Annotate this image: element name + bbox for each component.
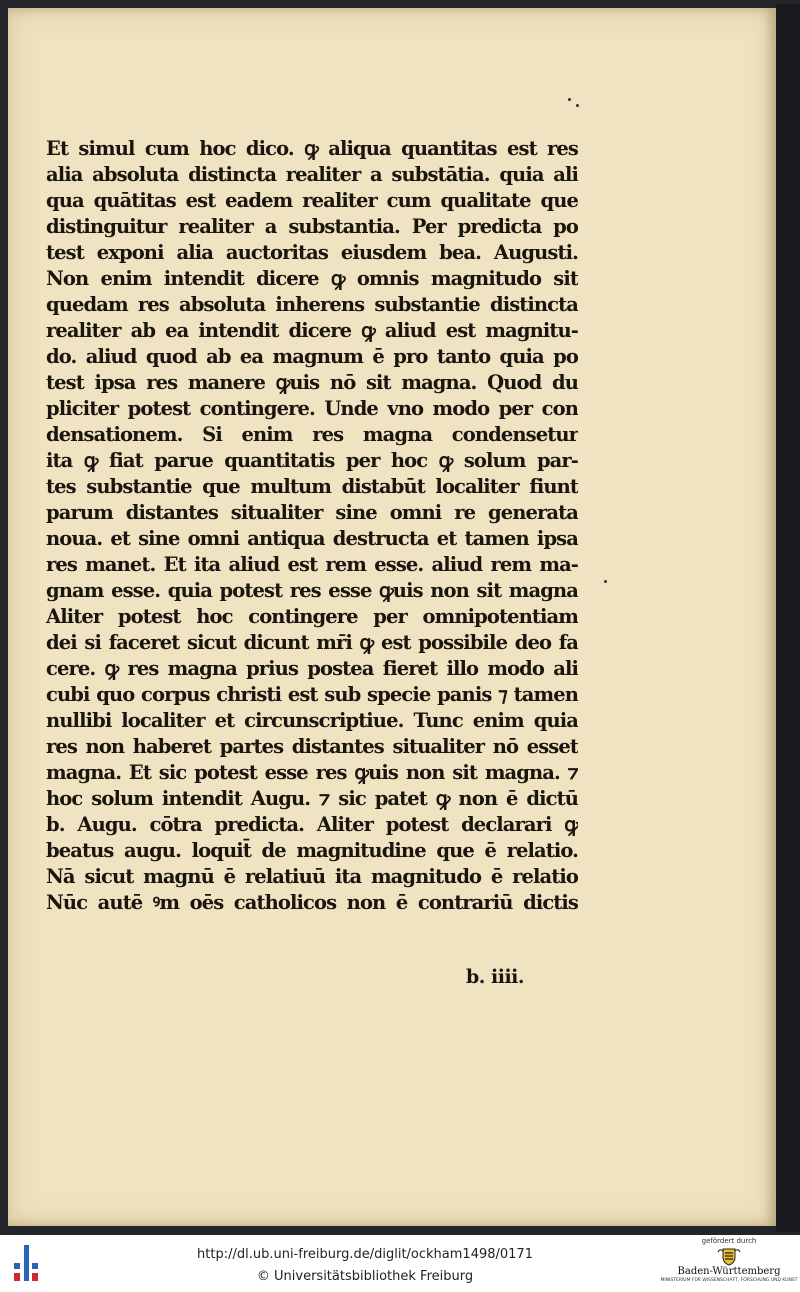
text-line: distinguitur realiter a substantia. Per predicta po (46, 215, 578, 238)
text-line: quedam res absoluta inherens substantie distincta (46, 293, 578, 316)
text-line: Non enim intendit dicere ꝙ omnis magnitudo sit (46, 267, 578, 290)
paper-speck (568, 98, 571, 101)
paper-speck (576, 104, 579, 107)
document-url-link[interactable]: http://dl.ub.uni-freiburg.de/diglit/ockham1498/0171 (197, 1247, 533, 1262)
text-line: magna. Et sic potest esse res ꝙuis non sit magna. ⁊ (46, 761, 578, 784)
text-line: cere. ꝙ res magna prius postea fieret illo modo ali (46, 657, 578, 680)
sponsor-ministry: MINISTERIUM FÜR WISSENSCHAFT, FORSCHUNG UND KUNST (660, 1278, 798, 1283)
sponsor-name: Baden-Württemberg (677, 1266, 781, 1277)
footer-bar (0, 1235, 800, 1292)
text-line: Aliter potest hoc contingere per omnipotentiam (46, 605, 578, 628)
coat-of-arms-icon (716, 1246, 742, 1266)
sponsor-funded-by: gefördert durch (701, 1237, 757, 1245)
paper-speck (604, 580, 607, 583)
page-text (46, 136, 578, 916)
text-line: realiter ab ea intendit dicere ꝙ aliud est magnitu- (46, 319, 578, 342)
text-line: gnam esse. quia potest res esse ꝙuis non sit magna (46, 579, 578, 602)
text-line: Nā sicut magnū ē relatiuū ita magnitudo ē relatio (46, 865, 578, 888)
text-line: densationem. Si enim res magna condensetur (46, 423, 578, 446)
page-edge (776, 4, 800, 1232)
text-line: cubi quo corpus christi est sub specie panis ⁊ tamen (46, 683, 578, 706)
text-line: beatus augu. loquit̄ de magnitudine que ē relatio. (46, 839, 578, 862)
text-line: tes substantie que multum distabūt localiter fiunt (46, 475, 578, 498)
text-line: res manet. Et ita aliud est rem esse. aliud rem ma- (46, 553, 578, 576)
text-line: alia absoluta distincta realiter a substātia. quia ali (46, 163, 578, 186)
text-line: res non haberet partes distantes situaliter nō esset (46, 735, 578, 758)
text-line: Et simul cum hoc dico. ꝙ aliqua quantitas est res (46, 137, 578, 160)
text-line: hoc solum intendit Augu. ⁊ sic patet ꝙ non ē dictū (46, 787, 578, 810)
text-line: test ipsa res manere ꝙuis nō sit magna. Quod du (46, 371, 578, 394)
text-line: test exponi alia auctoritas eiusdem bea. Augusti. (46, 241, 578, 264)
text-line: noua. et sine omni antiqua destructa et tamen ipsa (46, 527, 578, 550)
text-line: qua quātitas est eadem realiter cum qualitate que (46, 189, 578, 212)
text-line: nullibi localiter et circunscriptiue. Tunc enim quia (46, 709, 578, 732)
text-line: pliciter potest contingere. Unde vno modo per con (46, 397, 578, 420)
text-line: parum distantes situaliter sine omni re generata (46, 501, 578, 524)
signature-mark: b. iiii. (466, 966, 525, 988)
sponsor-block (660, 1237, 798, 1291)
text-line: Nūc autē ꝰm oēs catholicos non ē contrariū dictis (46, 891, 578, 914)
text-line: dei si faceret sicut dicunt mr̄i ꝙ est possibile deo fa (46, 631, 578, 654)
text-line: ita ꝙ fiat parue quantitatis per hoc ꝙ solum par- (46, 449, 578, 472)
book-page (8, 8, 776, 1226)
text-line: do. aliud quod ab ea magnum ē pro tanto quia po (46, 345, 578, 368)
text-line: b. Augu. cōtra predicta. Aliter potest declarari ꝙ (46, 813, 578, 836)
copyright-notice: © Universitätsbibliothek Freiburg (256, 1269, 474, 1284)
